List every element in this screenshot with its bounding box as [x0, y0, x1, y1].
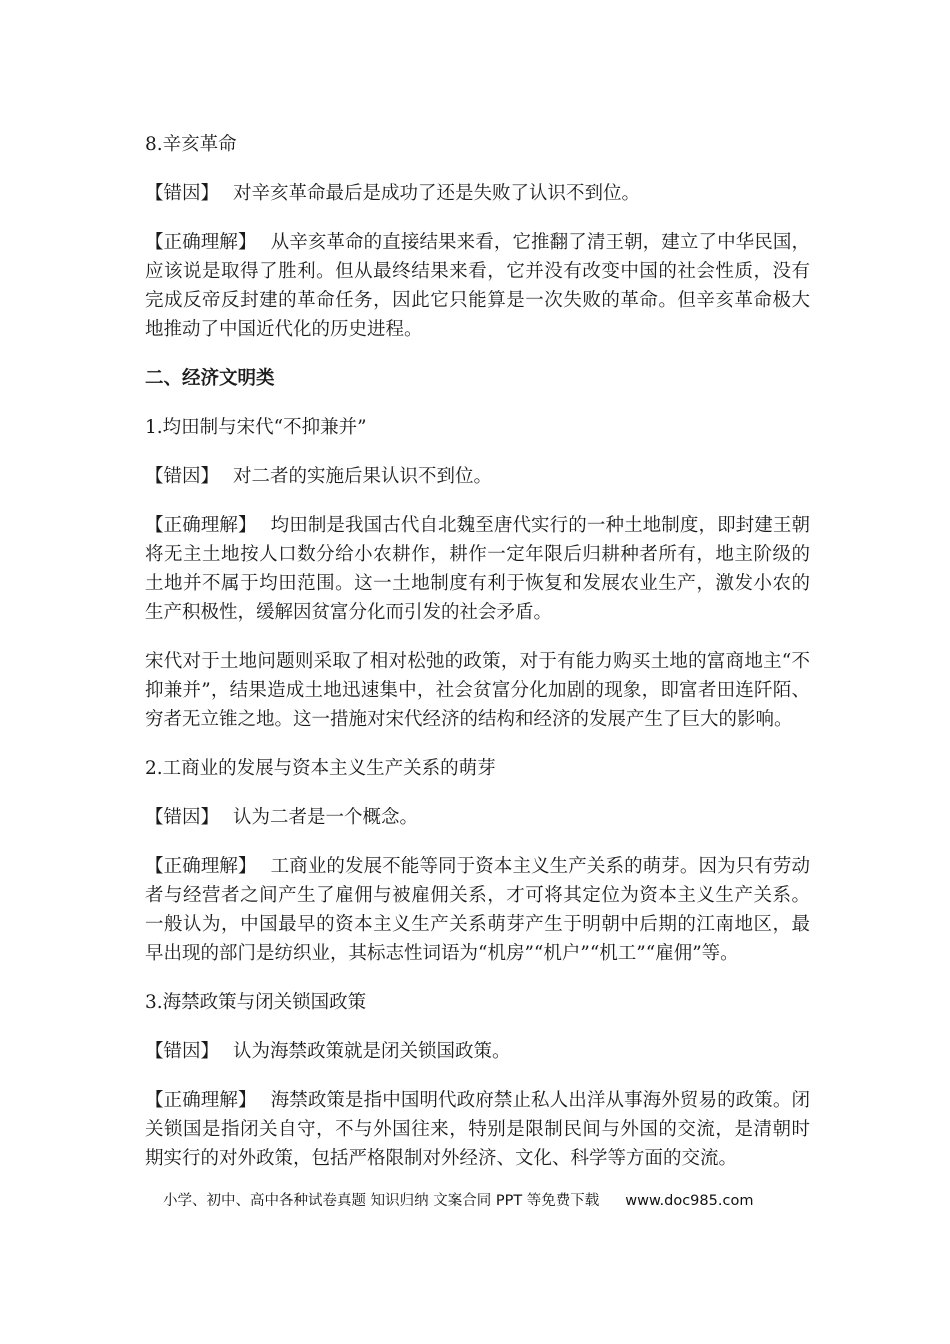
correct-understanding-text: 从辛亥革命的直接结果来看，它推翻了清王朝，建立了中华民国，应该说是取得了胜利。但从最终结果来看，它并没有改变中国的社会性质，没有完成反帝反封建的革命任务，因此它只能算是一次失败的革命。但辛亥革命极大地推动了中国近代化的历史进程。 — [145, 232, 810, 340]
error-cause-paragraph — [145, 1037, 810, 1066]
correct-understanding-paragraph — [145, 1086, 810, 1173]
error-cause-text: 对辛亥革命最后是成功了还是失败了认识不到位。 — [233, 183, 641, 204]
error-cause-tag: 【错因】 — [145, 466, 220, 487]
error-cause-tag: 【错因】 — [145, 1041, 220, 1062]
error-cause-tag: 【错因】 — [145, 807, 220, 828]
correct-understanding-tag: 【正确理解】 — [145, 1090, 257, 1111]
correct-understanding-text: 海禁政策是指中国明代政府禁止私人出洋从事海外贸易的政策。闭关锁国是指闭关自守，不与外国往来，特别是限制民间与外国的交流，是清朝时期实行的对外政策，包括严格限制对外经济、文化、科学等方面的交流。 — [145, 1090, 810, 1169]
footer-text: 小学、初中、高中各种试卷真题 知识归纳 文案合同 PPT 等免费下载 — [163, 1193, 600, 1209]
error-cause-tag: 【错因】 — [145, 183, 220, 204]
correct-understanding-tag: 【正确理解】 — [145, 232, 257, 253]
correct-understanding-paragraph — [145, 852, 810, 968]
page-footer — [163, 1190, 753, 1212]
correct-understanding-tag: 【正确理解】 — [145, 856, 257, 877]
correct-understanding-tag: 【正确理解】 — [145, 515, 257, 536]
part-heading-economy: 二、经济文明类 — [145, 368, 275, 389]
error-cause-paragraph — [145, 462, 810, 491]
document-page — [145, 130, 810, 1193]
correct-understanding-paragraph — [145, 511, 810, 627]
error-cause-paragraph — [145, 803, 810, 832]
footer-site-link[interactable]: www.doc985.com — [625, 1193, 754, 1209]
section-title-juntian: 1.均田制与宋代“不抑兼并” — [145, 417, 367, 438]
error-cause-paragraph — [145, 179, 810, 208]
correct-understanding-text: 均田制是我国古代自北魏至唐代实行的一种土地制度，即封建王朝将无主土地按人口数分给小农耕作，耕作一定年限后归耕种者所有，地主阶级的土地并不属于均田范围。这一土地制度有利于恢复和发展农业生产，激发小农的生产积极性，缓解因贫富分化而引发的社会矛盾。 — [145, 515, 810, 623]
section-title-xinhai: 8.辛亥革命 — [145, 134, 237, 155]
error-cause-text: 认为海禁政策就是闭关锁国政策。 — [233, 1041, 511, 1062]
song-dynasty-paragraph: 宋代对于土地问题则采取了相对松弛的政策，对于有能力购买土地的富商地主“不抑兼并”，结果造成土地迅速集中，社会贫富分化加剧的现象，即富者田连阡陌、穷者无立锥之地。这一措施对宋代经济的结构和经济的发展产生了巨大的影响。 — [145, 651, 810, 730]
section-title-commerce: 2.工商业的发展与资本主义生产关系的萌芽 — [145, 758, 496, 779]
section-title-haijin: 3.海禁政策与闭关锁国政策 — [145, 992, 367, 1013]
correct-understanding-text: 工商业的发展不能等同于资本主义生产关系的萌芽。因为只有劳动者与经营者之间产生了雇佣与被雇佣关系，才可将其定位为资本主义生产关系。一般认为，中国最早的资本主义生产关系萌芽产生于明朝中后期的江南地区，最早出现的部门是纺织业，其标志性词语为“机房”“机户”“机工”“雇佣”等。 — [145, 856, 810, 964]
correct-understanding-paragraph — [145, 228, 810, 344]
error-cause-text: 对二者的实施后果认识不到位。 — [233, 466, 493, 487]
error-cause-text: 认为二者是一个概念。 — [233, 807, 419, 828]
